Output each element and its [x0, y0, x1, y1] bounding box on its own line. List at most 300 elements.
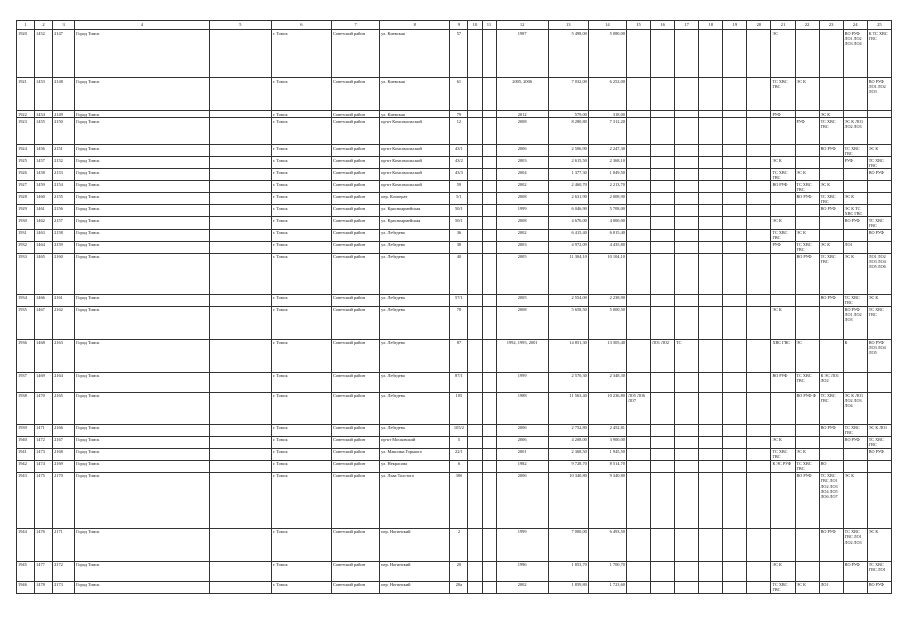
table-cell: 2159 — [53, 241, 75, 253]
column-header: 22 — [795, 21, 819, 30]
table-cell: 10 104,10 — [588, 253, 626, 294]
table-cell: ТС ХВС ГВС — [843, 294, 867, 306]
table-cell: ул. Красноармейская — [380, 205, 450, 217]
table-cell — [468, 448, 482, 460]
table-cell: 1462 — [35, 217, 53, 229]
column-header: 11 — [482, 21, 496, 30]
table-cell — [843, 448, 867, 460]
table-cell: г. Томск — [271, 472, 331, 528]
table-cell — [699, 528, 723, 561]
table-cell: 1999 — [496, 372, 548, 392]
table-cell: 1934 — [17, 294, 35, 306]
table-row — [17, 30, 892, 78]
table-cell: 61 — [450, 78, 468, 111]
table-cell: 2002 — [496, 581, 548, 593]
table-cell — [209, 372, 271, 392]
table-cell — [209, 581, 271, 593]
table-cell: ТС ХВС ГВС ЛО1 ЛО2 ЛО3 ЛО4 ЛО5 ЛО6 ЛО7 — [819, 472, 843, 528]
table-cell: 8 280,80 — [548, 118, 588, 145]
table-cell: Советский район — [332, 448, 380, 460]
table-row — [17, 217, 892, 229]
table-cell: ЭС К — [771, 217, 795, 229]
table-cell: 1988 — [496, 392, 548, 424]
table-cell: 59 — [450, 181, 468, 193]
table-cell — [747, 294, 771, 306]
table-cell: 1465 — [35, 253, 53, 294]
table-cell — [819, 561, 843, 581]
table-cell: г. Томск — [271, 145, 331, 157]
table-cell — [723, 217, 747, 229]
table-cell: 40 — [450, 253, 468, 294]
table-cell: 6 015,40 — [588, 229, 626, 241]
table-cell — [675, 229, 699, 241]
table-cell: Советский район — [332, 561, 380, 581]
table-cell: Советский район — [332, 339, 380, 372]
table-cell — [843, 78, 867, 111]
table-cell — [468, 472, 482, 528]
table-cell — [819, 229, 843, 241]
table-cell — [771, 118, 795, 145]
table-cell: ВО РУФ — [819, 294, 843, 306]
table-cell — [843, 229, 867, 241]
table-cell: ТС ХВС ГВС — [819, 392, 843, 424]
table-cell: ВО — [819, 460, 843, 472]
table-cell: 2147 — [53, 30, 75, 78]
table-cell: ЭС К — [843, 472, 867, 528]
table-cell: 579,00 — [548, 111, 588, 118]
table-cell: 1920 — [17, 30, 35, 78]
table-row — [17, 78, 892, 111]
table-cell: г. Томск — [271, 229, 331, 241]
table-cell: 1 377,30 — [548, 169, 588, 181]
table-cell: пер. Кооперат — [380, 193, 450, 205]
table-cell — [626, 528, 650, 561]
table-cell — [482, 306, 496, 339]
table-cell: ТС ХВС ГВС — [867, 217, 891, 229]
table-cell: 1468 — [35, 339, 53, 372]
table-cell — [626, 241, 650, 253]
table-cell: Советский район — [332, 157, 380, 169]
table-cell: Советский район — [332, 78, 380, 111]
table-cell — [723, 372, 747, 392]
table-cell — [699, 561, 723, 581]
table-cell: 2 348,30 — [588, 372, 626, 392]
table-cell: 5 000,50 — [588, 306, 626, 339]
table-cell: Советский район — [332, 392, 380, 424]
table-cell — [482, 581, 496, 593]
table-cell: 43/3 — [450, 169, 468, 181]
table-cell: Город Томск — [75, 217, 209, 229]
column-header: 25 — [867, 21, 891, 30]
table-cell: РУФ — [771, 111, 795, 118]
table-cell: ЭС К ТС ХВС ГВС — [843, 205, 867, 217]
table-cell: 10 236,80 — [588, 392, 626, 424]
table-cell: ТС ХВС ГВС — [771, 78, 795, 111]
table-cell — [819, 30, 843, 78]
table-cell: ВО РУФ — [771, 372, 795, 392]
table-cell — [209, 448, 271, 460]
table-cell — [468, 145, 482, 157]
table-cell — [675, 111, 699, 118]
table-cell: 1 853,70 — [548, 561, 588, 581]
table-cell — [747, 145, 771, 157]
table-cell: Город Томск — [75, 448, 209, 460]
table-cell: 5 498,00 — [548, 30, 588, 78]
table-cell — [468, 217, 482, 229]
table-cell: ВО РУФ — [867, 169, 891, 181]
table-cell — [651, 253, 675, 294]
table-cell: Советский район — [332, 118, 380, 145]
table-cell: ЭС К ЛО1 — [867, 424, 891, 436]
table-cell — [699, 205, 723, 217]
table-cell: Советский район — [332, 193, 380, 205]
table-cell: 4 000,00 — [588, 217, 626, 229]
table-cell: 50/1 — [450, 205, 468, 217]
table-cell: ТС ХВС ГВС ЛО1 ЛО2 ЛО3 — [843, 528, 867, 561]
table-cell: 1930 — [17, 217, 35, 229]
table-cell — [626, 205, 650, 217]
table-cell — [209, 217, 271, 229]
table-cell — [209, 253, 271, 294]
table-cell — [482, 253, 496, 294]
table-cell: Город Томск — [75, 111, 209, 118]
table-cell: 3 900,00 — [588, 436, 626, 448]
table-cell — [675, 78, 699, 111]
table-cell: г. Томск — [271, 193, 331, 205]
table-cell — [675, 460, 699, 472]
table-cell: ЭС К — [795, 169, 819, 181]
table-cell: 2 452,81 — [588, 424, 626, 436]
table-row — [17, 294, 892, 306]
table-cell: 2012 — [496, 111, 548, 118]
table-cell — [699, 111, 723, 118]
table-cell — [651, 157, 675, 169]
table-cell: РУФ — [843, 157, 867, 169]
table-cell: г. Томск — [271, 528, 331, 561]
table-cell — [747, 253, 771, 294]
table-cell — [747, 306, 771, 339]
table-cell: 2160 — [53, 253, 75, 294]
table-cell — [626, 581, 650, 593]
table-cell — [723, 339, 747, 372]
table-cell: ул. Киевская — [380, 78, 450, 111]
table-cell: 36 — [450, 229, 468, 241]
table-cell: 2154 — [53, 181, 75, 193]
table-cell: 1466 — [35, 294, 53, 306]
table-cell: 57/1 — [450, 294, 468, 306]
building-register-table — [16, 20, 892, 594]
table-cell: 1943 — [17, 472, 35, 528]
table-cell — [651, 217, 675, 229]
column-header: 4 — [75, 21, 209, 30]
table-cell: 1937 — [17, 372, 35, 392]
table-cell: 4 435,80 — [588, 241, 626, 253]
table-cell: ВО РУФ Ф — [795, 392, 819, 424]
column-header: 8 — [380, 21, 450, 30]
table-cell: Город Томск — [75, 193, 209, 205]
table-cell — [482, 217, 496, 229]
table-cell — [699, 436, 723, 448]
table-cell — [723, 111, 747, 118]
table-cell: г. Томск — [271, 306, 331, 339]
table-cell — [819, 339, 843, 372]
table-cell — [209, 78, 271, 111]
table-cell: ТС ХВС ГВС — [867, 306, 891, 339]
table-cell: 1477 — [35, 561, 53, 581]
table-cell: Город Томск — [75, 581, 209, 593]
table-cell — [209, 392, 271, 424]
table-cell — [482, 528, 496, 561]
table-cell: 2161 — [53, 294, 75, 306]
table-cell: ВО РУФ ЛО1 ЛО2 ЛО3 — [867, 78, 891, 111]
table-cell — [723, 229, 747, 241]
table-cell — [699, 118, 723, 145]
table-cell — [867, 193, 891, 205]
table-cell: 2153 — [53, 169, 75, 181]
table-cell: 1461 — [35, 205, 53, 217]
table-cell — [468, 253, 482, 294]
table-cell: ТС ХВС ГВС — [795, 460, 819, 472]
table-row — [17, 118, 892, 145]
table-cell — [747, 205, 771, 217]
table-cell: 22/1 — [450, 448, 468, 460]
table-cell: 5 708,00 — [588, 205, 626, 217]
table-cell — [771, 294, 795, 306]
table-cell: 2165 — [53, 392, 75, 424]
table-row — [17, 372, 892, 392]
table-cell — [867, 111, 891, 118]
table-cell: 1936 — [17, 339, 35, 372]
table-cell — [723, 145, 747, 157]
table-cell: 1935 — [17, 306, 35, 339]
table-cell: Советский район — [332, 111, 380, 118]
table-cell — [747, 372, 771, 392]
table-cell — [651, 392, 675, 424]
table-row — [17, 241, 892, 253]
table-cell: ВО РУФ — [819, 205, 843, 217]
table-cell — [626, 339, 650, 372]
table-cell — [699, 294, 723, 306]
table-cell — [482, 436, 496, 448]
table-cell — [723, 561, 747, 581]
table-cell — [699, 424, 723, 436]
table-cell: 11 304,10 — [548, 253, 588, 294]
table-cell: 1452 — [35, 30, 53, 78]
table-cell — [468, 561, 482, 581]
table-cell: ул. Лебедева — [380, 424, 450, 436]
table-cell — [468, 229, 482, 241]
table-cell — [747, 561, 771, 581]
table-cell — [699, 78, 723, 111]
table-cell — [675, 241, 699, 253]
column-header: 7 — [332, 21, 380, 30]
table-cell — [626, 460, 650, 472]
table-cell: 1931 — [17, 229, 35, 241]
table-cell — [209, 460, 271, 472]
table-cell: 2003 — [496, 241, 548, 253]
table-cell — [468, 241, 482, 253]
table-cell: ул. Лебедева — [380, 253, 450, 294]
table-cell: 78 — [450, 306, 468, 339]
table-cell: 1992, 1995, 2001 — [496, 339, 548, 372]
table-cell — [651, 424, 675, 436]
table-cell: ЛО1 ЛО2 ЛО3 ЛО4 ЛО5 ЛО6 — [867, 253, 891, 294]
table-cell: 1 723,60 — [588, 581, 626, 593]
table-cell: 6 — [450, 460, 468, 472]
table-cell: ЭС К — [795, 448, 819, 460]
table-cell: 2 368,50 — [548, 448, 588, 460]
table-cell — [651, 145, 675, 157]
table-cell: ВО РУФ — [795, 193, 819, 205]
table-cell: ВО РУФ — [867, 448, 891, 460]
table-cell — [795, 306, 819, 339]
table-cell: 1463 — [35, 229, 53, 241]
table-cell: Город Томск — [75, 472, 209, 528]
table-cell — [867, 460, 891, 472]
table-cell: Советский район — [332, 145, 380, 157]
table-cell: ЭС К — [843, 193, 867, 205]
table-cell: ВО РУФ — [819, 528, 843, 561]
table-cell: 2002 — [496, 229, 548, 241]
column-header: 23 — [819, 21, 843, 30]
table-cell: 5/1 — [450, 193, 468, 205]
table-cell: 1933 — [17, 253, 35, 294]
table-cell: Город Томск — [75, 157, 209, 169]
table-cell: ВО РУФ — [795, 253, 819, 294]
table-cell — [626, 561, 650, 581]
column-header: 12 — [496, 21, 548, 30]
table-cell — [819, 217, 843, 229]
column-header: 21 — [771, 21, 795, 30]
table-cell — [209, 157, 271, 169]
column-header: 9 — [450, 21, 468, 30]
table-cell — [699, 448, 723, 460]
table-cell: 2005 — [496, 253, 548, 294]
table-cell: 20 — [450, 561, 468, 581]
table-cell — [482, 169, 496, 181]
table-row — [17, 229, 892, 241]
table-cell — [651, 169, 675, 181]
table-cell — [626, 306, 650, 339]
table-cell: 1925 — [17, 157, 35, 169]
table-cell: ул. Киевская — [380, 30, 450, 78]
table-cell — [482, 157, 496, 169]
column-header: 16 — [651, 21, 675, 30]
column-header: 13 — [548, 21, 588, 30]
table-cell: К — [843, 339, 867, 372]
table-cell: 2005 — [496, 294, 548, 306]
table-cell: 43/2 — [450, 157, 468, 169]
table-cell — [843, 181, 867, 193]
column-header: 24 — [843, 21, 867, 30]
table-cell — [795, 436, 819, 448]
table-cell: 1467 — [35, 306, 53, 339]
table-cell — [626, 111, 650, 118]
table-cell: Советский район — [332, 424, 380, 436]
table-cell — [795, 294, 819, 306]
table-cell — [468, 436, 482, 448]
table-cell: 79 — [450, 111, 468, 118]
table-cell: Город Томск — [75, 392, 209, 424]
table-cell — [795, 561, 819, 581]
table-cell: 1472 — [35, 436, 53, 448]
table-cell: 1473 — [35, 448, 53, 460]
table-cell: ТС ХВС ГВС — [771, 581, 795, 593]
table-cell: 2148 — [53, 78, 75, 111]
table-cell: ТС ХВС ГВС — [843, 145, 867, 157]
table-row — [17, 561, 892, 581]
table-cell — [843, 169, 867, 181]
table-cell — [867, 372, 891, 392]
table-cell: пр-кт Комсомольский — [380, 181, 450, 193]
table-cell: г. Томск — [271, 30, 331, 78]
table-cell — [795, 145, 819, 157]
table-cell: 1471 — [35, 424, 53, 436]
table-cell — [819, 78, 843, 111]
table-cell — [819, 157, 843, 169]
table-cell: ВО РУФ ЛО1 ЛО2 ЛО3 — [843, 306, 867, 339]
table-cell: 2157 — [53, 217, 75, 229]
table-cell: ЭС К ЛО1 ЛО2 ЛО3 ЛО4 — [843, 392, 867, 424]
table-cell — [747, 472, 771, 528]
table-cell — [675, 472, 699, 528]
table-cell: Город Томск — [75, 424, 209, 436]
table-cell: ТС ХВС ГВС — [819, 253, 843, 294]
table-cell — [723, 181, 747, 193]
table-cell: ВО РУФ — [819, 145, 843, 157]
table-row — [17, 145, 892, 157]
table-cell: 1457 — [35, 157, 53, 169]
table-cell: ЛО1 ЛО2 — [651, 339, 675, 372]
table-cell — [843, 111, 867, 118]
table-cell — [651, 30, 675, 78]
table-cell — [468, 424, 482, 436]
table-cell — [771, 253, 795, 294]
table-cell: 2 008,90 — [588, 193, 626, 205]
table-cell — [723, 436, 747, 448]
table-cell: Город Томск — [75, 372, 209, 392]
table-cell: 2005, 2006 — [496, 78, 548, 111]
table-cell: ТС ХВС ГВС — [867, 436, 891, 448]
table-cell — [651, 581, 675, 593]
table-cell: ул. Лебедева — [380, 306, 450, 339]
column-header: 14 — [588, 21, 626, 30]
table-cell: 2 570,30 — [548, 372, 588, 392]
table-cell: ВО РУФ ЛО3 ЛО4 ЛО5 — [867, 339, 891, 372]
table-cell — [675, 169, 699, 181]
table-cell: ул. Лебедева — [380, 372, 450, 392]
column-header: 6 — [271, 21, 331, 30]
table-cell: 1469 — [35, 372, 53, 392]
column-number-row — [17, 21, 892, 30]
table-cell — [468, 294, 482, 306]
table-cell — [819, 448, 843, 460]
table-cell: пр-кт Комсомольский — [380, 118, 450, 145]
table-cell: г. Томск — [271, 372, 331, 392]
table-cell — [747, 424, 771, 436]
table-cell — [819, 169, 843, 181]
table-cell: 2 247,30 — [588, 145, 626, 157]
table-cell: г. Томск — [271, 448, 331, 460]
table-cell: 4 676,00 — [548, 217, 588, 229]
table-cell: 105 — [450, 392, 468, 424]
table-cell: ЭС — [771, 30, 795, 78]
table-cell — [699, 169, 723, 181]
table-cell — [675, 193, 699, 205]
table-cell: 1940 — [17, 436, 35, 448]
table-cell: ЭС К — [819, 181, 843, 193]
table-cell — [482, 448, 496, 460]
